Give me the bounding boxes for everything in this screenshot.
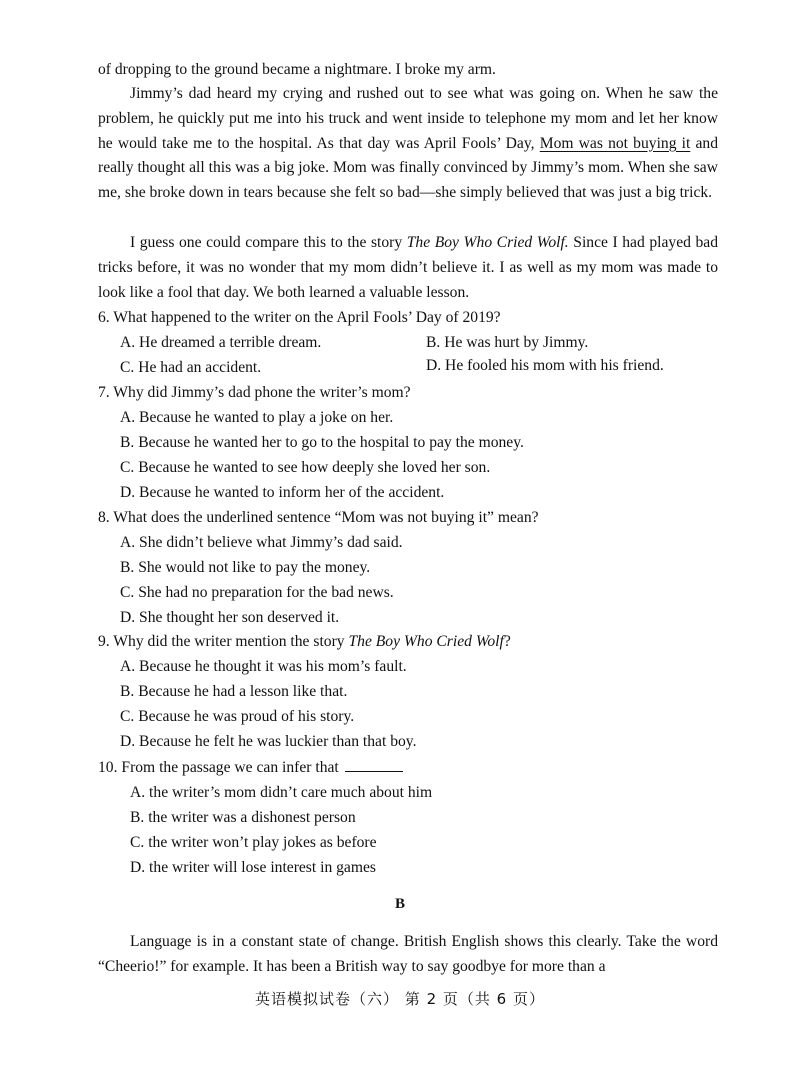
question-9-stem-text: 9. Why did the writer mention the story — [98, 633, 345, 650]
underlined-sentence: Mom was not buying it — [539, 134, 691, 152]
question-7-option-c: C. Because he wanted to see how deeply she loved her son. — [120, 459, 491, 476]
passage-p2-text-b: and really thought all this was a big joke. Mom was finally convinced by Jimmy’s mom. When she saw me, she broke down in tears because she felt so bad—she simply believed that was just a big trick. — [98, 134, 719, 202]
question-8-option-d: D. She thought her son deserved it. — [120, 609, 340, 626]
question-6-option-c: C. He had an accident. — [120, 359, 262, 376]
section-b-heading: B — [394, 896, 405, 912]
question-10-option-d: D. the writer will lose interest in games — [130, 859, 376, 876]
passage-continuation-line: of dropping to the ground became a nightmare. I broke my arm. — [98, 61, 496, 78]
question-8-option-a: A. She didn’t believe what Jimmy’s dad said. — [120, 534, 403, 551]
passage-p3-text-a: I guess one could compare this to the story — [130, 234, 403, 251]
section-b-paragraph: Language is in a constant state of change. British English shows this clearly. Take the word “Cheerio!” for example. It has been a British way to say goodbye for more than a — [98, 933, 718, 975]
passage-paragraph-2 — [98, 82, 718, 206]
question-8-option-b: B. She would not like to pay the money. — [120, 559, 371, 576]
question-8-stem: 8. What does the underlined sentence “Mom was not buying it” mean? — [98, 509, 539, 526]
question-9-option-c: C. Because he was proud of his story. — [120, 708, 355, 725]
question-6-option-b: B. He was hurt by Jimmy. — [426, 334, 589, 351]
question-9-option-a: A. Because he thought it was his mom’s fault. — [120, 658, 407, 675]
passage-p2-text-a: Jimmy’s dad heard my crying and rushed out to see what was going on. When he saw the problem, he quickly put me into his truck and went inside to telephone my mom and let her know he would take me to the hospital. As that day was April Fools’ Day, — [98, 85, 718, 152]
question-6-option-a: A. He dreamed a terrible dream. — [120, 334, 322, 351]
question-10-stem-text: 10. From the passage we can infer that — [98, 759, 339, 776]
answer-blank — [345, 759, 403, 772]
question-9-option-d: D. Because he felt he was luckier than that boy. — [120, 733, 417, 750]
question-9-question-mark: ? — [503, 633, 511, 650]
question-8-option-c: C. She had no preparation for the bad news. — [120, 584, 394, 601]
question-10-option-a: A. the writer’s mom didn’t care much about him — [130, 784, 433, 801]
question-7-option-d: D. Because he wanted to inform her of the accident. — [120, 484, 445, 501]
question-9-story-title: The Boy Who Cried Wolf — [348, 633, 504, 650]
question-9-option-b: B. Because he had a lesson like that. — [120, 683, 348, 700]
question-9-stem — [98, 632, 511, 652]
question-6-stem: 6. What happened to the writer on the April Fools’ Day of 2019? — [98, 309, 501, 326]
passage-p3-text-b: Since I had played bad tricks before, it was no wonder that my mom didn’t believe it. I as well as my mom was made to look like a fool that day. We both learned a valuable lesson. — [98, 234, 719, 301]
page-footer: 英语模拟试卷（六） 第 2 页（共 6 页） — [255, 990, 545, 1008]
question-10-option-c: C. the writer won’t play jokes as before — [130, 834, 377, 851]
question-7-option-b: B. Because he wanted her to go to the hospital to pay the money. — [120, 434, 524, 451]
question-6-option-d: D. He fooled his mom with his friend. — [426, 357, 664, 374]
question-7-stem: 7. Why did Jimmy’s dad phone the writer’s mom? — [98, 384, 411, 401]
question-7-option-a: A. Because he wanted to play a joke on her. — [120, 409, 394, 426]
question-10-option-b: B. the writer was a dishonest person — [130, 809, 356, 826]
passage-paragraph-3 — [98, 231, 718, 305]
question-10-stem — [98, 758, 403, 778]
story-title: The Boy Who Cried Wolf. — [406, 234, 569, 251]
